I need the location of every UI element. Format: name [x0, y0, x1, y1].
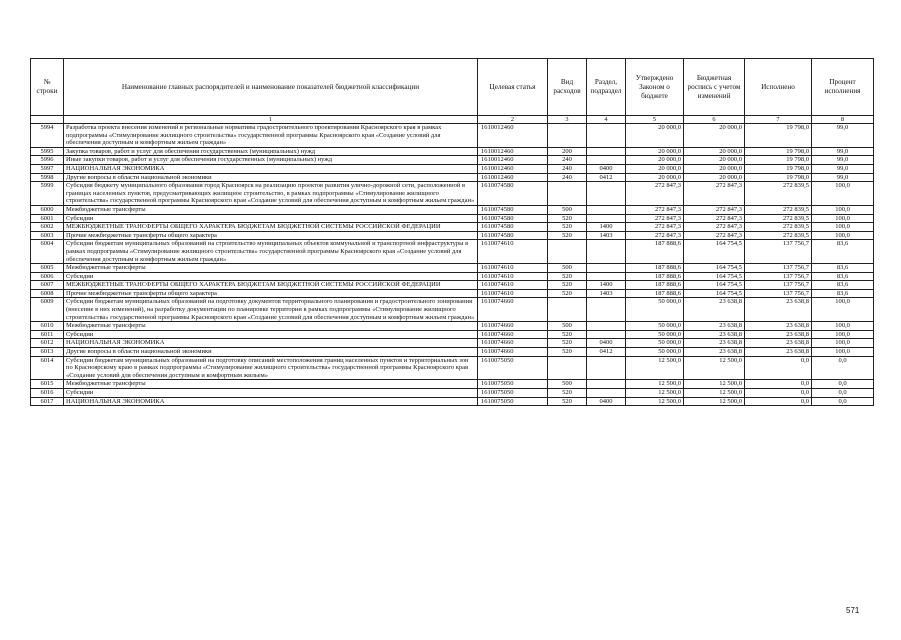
section-cell: [587, 147, 626, 156]
expense-type-cell: 520: [548, 281, 587, 290]
expense-type-cell: [548, 356, 587, 380]
row-number-cell: 6017: [31, 397, 64, 406]
budget-list-cell: 164 754,5: [684, 272, 745, 281]
executed-cell: 137 756,7: [745, 272, 812, 281]
percent-cell: 100,0: [812, 214, 874, 223]
row-number-cell: 6016: [31, 389, 64, 398]
target-article-cell: 1610074660: [478, 339, 548, 348]
budget-list-cell: 164 754,5: [684, 240, 745, 264]
budget-list-cell: 12 500,0: [684, 389, 745, 398]
table-row: [31, 397, 874, 406]
section-cell: 1403: [587, 289, 626, 298]
row-number-cell: 5998: [31, 173, 64, 182]
header-target-article: Целевая статья: [478, 59, 548, 116]
budget-list-cell: 20 000,0: [684, 173, 745, 182]
percent-cell: 99,0: [812, 124, 874, 148]
approved-cell: 50 000,0: [626, 330, 684, 339]
executed-cell: 137 756,7: [745, 240, 812, 264]
row-name-cell: НАЦИОНАЛЬНАЯ ЭКОНОМИКА: [64, 339, 478, 348]
expense-type-cell: 240: [548, 164, 587, 173]
approved-cell: 272 847,3: [626, 231, 684, 240]
row-number-cell: 6015: [31, 380, 64, 389]
row-name-cell: Другие вопросы в области национальной экономики: [64, 348, 478, 357]
expense-type-cell: 240: [548, 173, 587, 182]
target-article-cell: 1610012460: [478, 156, 548, 165]
section-cell: [587, 389, 626, 398]
approved-cell: 12 500,0: [626, 380, 684, 389]
row-number-cell: 6002: [31, 223, 64, 232]
header-name: Наименование главных распорядителей и наименование показателей бюджетной классификации: [64, 59, 478, 116]
section-cell: 1400: [587, 281, 626, 290]
target-article-cell: 1610074610: [478, 289, 548, 298]
row-name-cell: Прочие межбюджетные трансферты общего характера: [64, 289, 478, 298]
row-name-cell: Субсидии: [64, 272, 478, 281]
row-name-cell: Другие вопросы в области национальной экономики: [64, 173, 478, 182]
row-name-cell: МЕЖБЮДЖЕТНЫЕ ТРАНСФЕРТЫ ОБЩЕГО ХАРАКТЕРА БЮДЖЕТАМ БЮДЖЕТНОЙ СИСТЕМЫ РОССИЙСКОЙ ФЕДЕРАЦИИ: [64, 281, 478, 290]
row-number-cell: 6009: [31, 298, 64, 322]
approved-cell: 272 847,3: [626, 205, 684, 214]
expense-type-cell: 520: [548, 330, 587, 339]
section-cell: 1400: [587, 223, 626, 232]
table-row: [31, 264, 874, 273]
approved-cell: 187 888,6: [626, 289, 684, 298]
percent-cell: 0,0: [812, 380, 874, 389]
expense-type-cell: 520: [548, 339, 587, 348]
row-number-cell: 6014: [31, 356, 64, 380]
budget-list-cell: 20 000,0: [684, 164, 745, 173]
page-number: 571: [846, 606, 860, 615]
budget-list-cell: 272 847,3: [684, 182, 745, 206]
table-body: [31, 124, 874, 406]
table-row: [31, 298, 874, 322]
target-article-cell: 1610075050: [478, 380, 548, 389]
executed-cell: 272 839,5: [745, 182, 812, 206]
section-cell: [587, 240, 626, 264]
approved-cell: 20 000,0: [626, 173, 684, 182]
section-cell: 1403: [587, 231, 626, 240]
table-row: [31, 240, 874, 264]
budget-sheet: [30, 58, 874, 406]
row-number-cell: 6007: [31, 281, 64, 290]
percent-cell: 83,6: [812, 264, 874, 273]
section-cell: [587, 182, 626, 206]
row-name-cell: Межбюджетные трансферты: [64, 205, 478, 214]
budget-list-cell: 20 000,0: [684, 147, 745, 156]
table-row: [31, 339, 874, 348]
budget-list-cell: 23 638,8: [684, 322, 745, 331]
expense-type-cell: [548, 240, 587, 264]
target-article-cell: 1610012460: [478, 164, 548, 173]
percent-cell: 100,0: [812, 223, 874, 232]
target-article-cell: 1610075050: [478, 389, 548, 398]
budget-list-cell: 20 000,0: [684, 124, 745, 148]
expense-type-cell: [548, 124, 587, 148]
expense-type-cell: [548, 298, 587, 322]
expense-type-cell: 520: [548, 289, 587, 298]
table-row: [31, 231, 874, 240]
executed-cell: 19 798,0: [745, 164, 812, 173]
executed-cell: 272 839,5: [745, 205, 812, 214]
section-cell: [587, 272, 626, 281]
percent-cell: 100,0: [812, 348, 874, 357]
approved-cell: 20 000,0: [626, 156, 684, 165]
expense-type-cell: 500: [548, 380, 587, 389]
row-name-cell: Субсидии: [64, 330, 478, 339]
table-row: [31, 173, 874, 182]
executed-cell: 23 638,8: [745, 339, 812, 348]
budget-list-cell: 12 500,0: [684, 397, 745, 406]
row-number-cell: 6011: [31, 330, 64, 339]
row-name-cell: Субсидии: [64, 389, 478, 398]
row-number-cell: 5997: [31, 164, 64, 173]
executed-cell: 137 756,7: [745, 264, 812, 273]
row-name-cell: Прочие межбюджетные трансферты общего характера: [64, 231, 478, 240]
target-article-cell: 1610074580: [478, 231, 548, 240]
column-number: 8: [812, 116, 874, 124]
expense-type-cell: 240: [548, 156, 587, 165]
expense-type-cell: 200: [548, 147, 587, 156]
header-section: Раздел, подраздел: [587, 59, 626, 116]
target-article-cell: 1610074660: [478, 348, 548, 357]
percent-cell: 99,0: [812, 164, 874, 173]
percent-cell: 100,0: [812, 330, 874, 339]
approved-cell: 50 000,0: [626, 339, 684, 348]
row-number-cell: 5999: [31, 182, 64, 206]
column-number-row: [31, 116, 874, 124]
section-cell: [587, 356, 626, 380]
percent-cell: 100,0: [812, 339, 874, 348]
table-row: [31, 289, 874, 298]
section-cell: [587, 380, 626, 389]
row-number-cell: 6013: [31, 348, 64, 357]
table-header-row: [31, 59, 874, 116]
row-number-cell: 6005: [31, 264, 64, 273]
column-number: 7: [745, 116, 812, 124]
executed-cell: 23 638,8: [745, 348, 812, 357]
expense-type-cell: 520: [548, 389, 587, 398]
executed-cell: 23 638,8: [745, 330, 812, 339]
budget-list-cell: 272 847,3: [684, 223, 745, 232]
approved-cell: 12 500,0: [626, 397, 684, 406]
percent-cell: 0,0: [812, 356, 874, 380]
table-row: [31, 330, 874, 339]
row-number-cell: 5995: [31, 147, 64, 156]
table-row: [31, 147, 874, 156]
row-number-cell: 6003: [31, 231, 64, 240]
row-name-cell: Межбюджетные трансферты: [64, 380, 478, 389]
column-number: 2: [478, 116, 548, 124]
header-budget-list: Бюджетная роспись с учетом изменений: [684, 59, 745, 116]
target-article-cell: 1610074580: [478, 182, 548, 206]
section-cell: [587, 264, 626, 273]
expense-type-cell: 520: [548, 272, 587, 281]
approved-cell: 12 500,0: [626, 389, 684, 398]
approved-cell: 272 847,3: [626, 214, 684, 223]
section-cell: 0412: [587, 348, 626, 357]
approved-cell: 272 847,3: [626, 223, 684, 232]
expense-type-cell: 520: [548, 231, 587, 240]
expense-type-cell: 520: [548, 214, 587, 223]
target-article-cell: 1610074660: [478, 330, 548, 339]
target-article-cell: 1610074580: [478, 205, 548, 214]
approved-cell: 187 888,6: [626, 272, 684, 281]
approved-cell: 50 000,0: [626, 298, 684, 322]
percent-cell: 83,6: [812, 289, 874, 298]
header-percent: Процент исполнения: [812, 59, 874, 116]
row-name-cell: Субсидия бюджету муниципального образования город Красноярск на реализацию проектов развития улично-дорожной сети, расположенной в границах населенных пунктов, предусматривающих жилищное строительство, в рамках подпрограммы «Стимулирование жилищного строительства» государственной программы Красноярского края «Создание условий для обеспечения доступным и комфортным жильем граждан»: [64, 182, 478, 206]
table-row: [31, 182, 874, 206]
percent-cell: 99,0: [812, 173, 874, 182]
row-name-cell: Субсидии бюджетам муниципальных образований на строительство муниципальных объектов коммунальной и транспортной инфраструктуры в рамках подпрограммы «Стимулирование жилищного строительства» государственной программы Красноярского края «Создание условий для обеспечения доступным и комфортным жильем граждан»: [64, 240, 478, 264]
expense-type-cell: 500: [548, 264, 587, 273]
section-cell: 0412: [587, 173, 626, 182]
percent-cell: 83,6: [812, 272, 874, 281]
table-row: [31, 348, 874, 357]
row-name-cell: Закупка товаров, работ и услуг для обеспечения государственных (муниципальных) нужд: [64, 147, 478, 156]
budget-list-cell: 23 638,8: [684, 348, 745, 357]
row-number-cell: 6010: [31, 322, 64, 331]
row-number-cell: 5996: [31, 156, 64, 165]
budget-list-cell: 23 638,8: [684, 339, 745, 348]
percent-cell: 100,0: [812, 231, 874, 240]
percent-cell: 0,0: [812, 389, 874, 398]
section-cell: [587, 298, 626, 322]
table-row: [31, 214, 874, 223]
row-name-cell: Иные закупки товаров, работ и услуг для обеспечения государственных (муниципальных) нужд: [64, 156, 478, 165]
approved-cell: 187 888,6: [626, 281, 684, 290]
budget-list-cell: 23 638,8: [684, 298, 745, 322]
expense-type-cell: [548, 182, 587, 206]
section-cell: [587, 214, 626, 223]
approved-cell: 20 000,0: [626, 164, 684, 173]
row-name-cell: МЕЖБЮДЖЕТНЫЕ ТРАНСФЕРТЫ ОБЩЕГО ХАРАКТЕРА БЮДЖЕТАМ БЮДЖЕТНОЙ СИСТЕМЫ РОССИЙСКОЙ ФЕДЕРАЦИИ: [64, 223, 478, 232]
row-name-cell: Субсидии: [64, 214, 478, 223]
percent-cell: 100,0: [812, 322, 874, 331]
approved-cell: 187 888,6: [626, 264, 684, 273]
table-row: [31, 223, 874, 232]
table-row: [31, 272, 874, 281]
target-article-cell: 1610074580: [478, 214, 548, 223]
executed-cell: 0,0: [745, 356, 812, 380]
column-number: 4: [587, 116, 626, 124]
table-row: [31, 322, 874, 331]
section-cell: 0400: [587, 164, 626, 173]
table-row: [31, 281, 874, 290]
row-name-cell: Субсидии бюджетам муниципальных образований на подготовку документов территориального планирования и градостроительного зонирования (внесение в них изменений), на разработку документации по планировке территории в рамках подпрограммы «Стимулирование жилищного строительства» государственной программы Красноярского края «Создание условий для обеспечения доступным и комфортным жильем граждан»: [64, 298, 478, 322]
target-article-cell: 1610074610: [478, 264, 548, 273]
executed-cell: 19 798,0: [745, 147, 812, 156]
percent-cell: 83,6: [812, 281, 874, 290]
column-number: 6: [684, 116, 745, 124]
target-article-cell: 1610074610: [478, 272, 548, 281]
executed-cell: 23 638,8: [745, 322, 812, 331]
target-article-cell: 1610012460: [478, 173, 548, 182]
percent-cell: 99,0: [812, 156, 874, 165]
header-approved: Утверждено Законом о бюджете: [626, 59, 684, 116]
budget-list-cell: 164 754,5: [684, 281, 745, 290]
approved-cell: 50 000,0: [626, 348, 684, 357]
table-row: [31, 156, 874, 165]
expense-type-cell: 520: [548, 397, 587, 406]
section-cell: [587, 156, 626, 165]
approved-cell: 187 888,6: [626, 240, 684, 264]
table-row: [31, 380, 874, 389]
budget-list-cell: 272 847,3: [684, 231, 745, 240]
target-article-cell: 1610074610: [478, 240, 548, 264]
row-number-cell: 6000: [31, 205, 64, 214]
column-number: 5: [626, 116, 684, 124]
row-number-cell: 6001: [31, 214, 64, 223]
table-row: [31, 205, 874, 214]
table-row: [31, 164, 874, 173]
executed-cell: 137 756,7: [745, 289, 812, 298]
target-article-cell: 1610074660: [478, 298, 548, 322]
executed-cell: 272 839,5: [745, 223, 812, 232]
budget-list-cell: 23 638,8: [684, 330, 745, 339]
section-cell: 0400: [587, 339, 626, 348]
percent-cell: 0,0: [812, 397, 874, 406]
column-number: 1: [64, 116, 478, 124]
header-expense-type: Вид расходов: [548, 59, 587, 116]
budget-list-cell: 164 754,5: [684, 264, 745, 273]
executed-cell: 272 839,5: [745, 214, 812, 223]
executed-cell: 23 638,8: [745, 298, 812, 322]
header-row-number: № строки: [31, 59, 64, 116]
budget-list-cell: 12 500,0: [684, 380, 745, 389]
expense-type-cell: 500: [548, 205, 587, 214]
row-name-cell: Межбюджетные трансферты: [64, 264, 478, 273]
budget-list-cell: 12 500,0: [684, 356, 745, 380]
column-number: 3: [548, 116, 587, 124]
row-number-cell: 6012: [31, 339, 64, 348]
budget-list-cell: 164 754,5: [684, 289, 745, 298]
row-name-cell: Межбюджетные трансферты: [64, 322, 478, 331]
target-article-cell: 1610074610: [478, 281, 548, 290]
header-executed: Исполнено: [745, 59, 812, 116]
approved-cell: 272 847,3: [626, 182, 684, 206]
approved-cell: 20 000,0: [626, 124, 684, 148]
budget-list-cell: 272 847,3: [684, 205, 745, 214]
section-cell: [587, 330, 626, 339]
target-article-cell: 1610075050: [478, 356, 548, 380]
section-cell: [587, 124, 626, 148]
row-number-cell: 6006: [31, 272, 64, 281]
expense-type-cell: 520: [548, 348, 587, 357]
percent-cell: 100,0: [812, 182, 874, 206]
row-name-cell: Субсидии бюджетам муниципальных образований на подготовку описаний местоположения границ населенных пунктов и территориальных зон по Красноярскому краю в рамках подпрограммы «Стимулирование жилищного строительства» государственной программы Красноярского края «Создание условий для обеспечения доступным и комфортным жильем»: [64, 356, 478, 380]
row-number-cell: 6008: [31, 289, 64, 298]
column-number: [31, 116, 64, 124]
table-row: [31, 389, 874, 398]
percent-cell: 83,6: [812, 240, 874, 264]
target-article-cell: 1610012460: [478, 147, 548, 156]
row-number-cell: 5994: [31, 124, 64, 148]
executed-cell: 0,0: [745, 389, 812, 398]
approved-cell: 20 000,0: [626, 147, 684, 156]
executed-cell: 19 798,0: [745, 124, 812, 148]
executed-cell: 0,0: [745, 380, 812, 389]
percent-cell: 99,0: [812, 147, 874, 156]
row-name-cell: НАЦИОНАЛЬНАЯ ЭКОНОМИКА: [64, 164, 478, 173]
budget-list-cell: 272 847,3: [684, 214, 745, 223]
expense-type-cell: 500: [548, 322, 587, 331]
executed-cell: 19 798,0: [745, 173, 812, 182]
approved-cell: 50 000,0: [626, 322, 684, 331]
row-name-cell: НАЦИОНАЛЬНАЯ ЭКОНОМИКА: [64, 397, 478, 406]
table-row: [31, 356, 874, 380]
table-row: [31, 124, 874, 148]
section-cell: 0400: [587, 397, 626, 406]
row-name-cell: Разработка проекта внесения изменений в региональные нормативы градостроительного проектирования Красноярского края в рамках подпрограммы «Стимулирование жилищного строительства» государственной программы Красноярского края «Создание условий для обеспечения доступным и комфортным жильем граждан»: [64, 124, 478, 148]
executed-cell: 19 798,0: [745, 156, 812, 165]
budget-list-cell: 20 000,0: [684, 156, 745, 165]
percent-cell: 100,0: [812, 298, 874, 322]
section-cell: [587, 205, 626, 214]
target-article-cell: 1610074660: [478, 322, 548, 331]
expense-type-cell: 520: [548, 223, 587, 232]
executed-cell: 0,0: [745, 397, 812, 406]
percent-cell: 100,0: [812, 205, 874, 214]
target-article-cell: 1610075050: [478, 397, 548, 406]
approved-cell: 12 500,0: [626, 356, 684, 380]
target-article-cell: 1610074580: [478, 223, 548, 232]
executed-cell: 272 839,5: [745, 231, 812, 240]
executed-cell: 137 756,7: [745, 281, 812, 290]
target-article-cell: 1610012460: [478, 124, 548, 148]
budget-table: [30, 58, 874, 406]
section-cell: [587, 322, 626, 331]
row-number-cell: 6004: [31, 240, 64, 264]
